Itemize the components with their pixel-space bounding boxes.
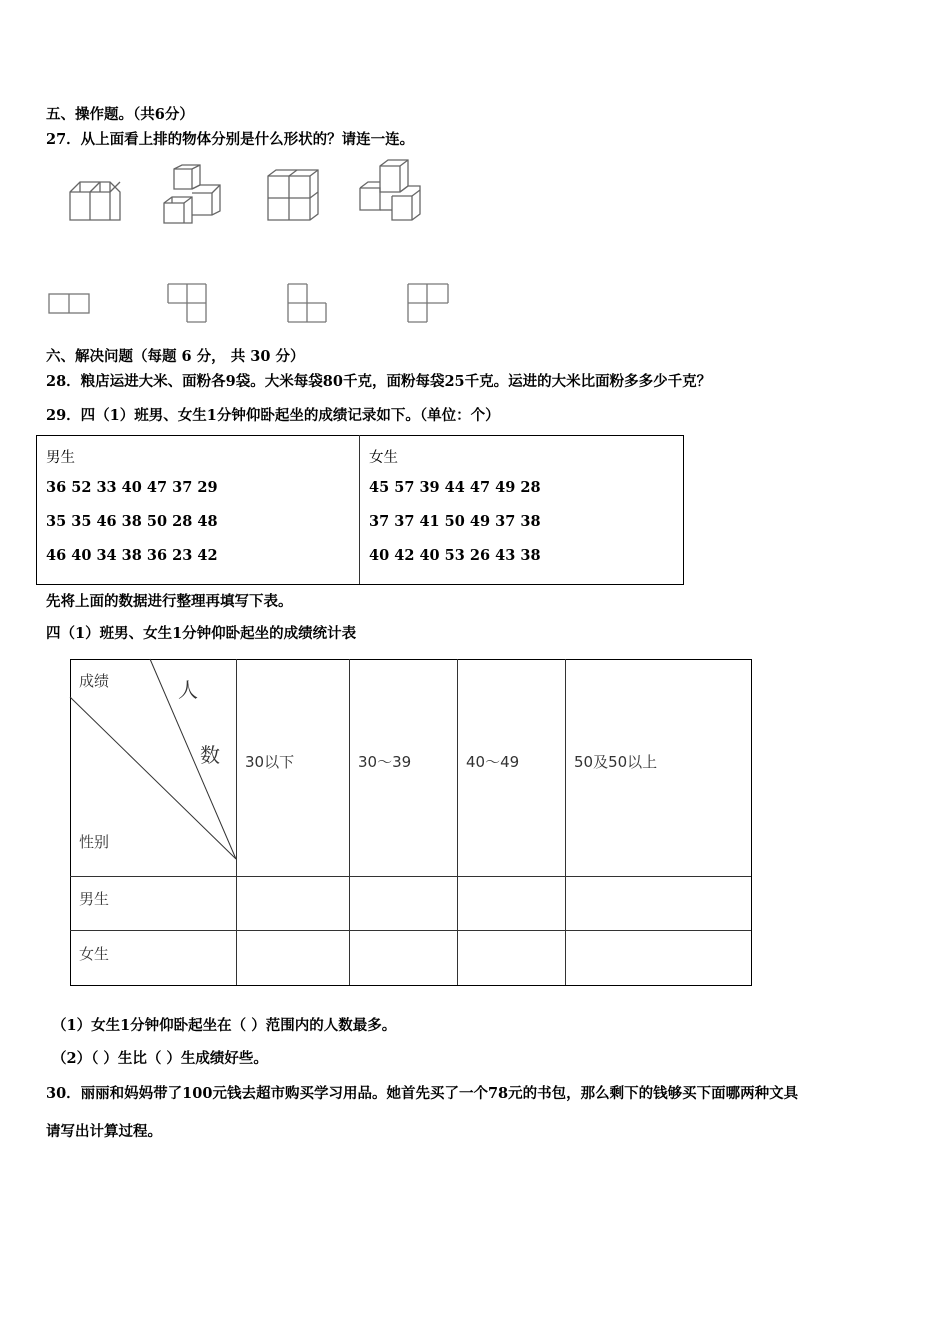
corner-people-1: 人 (178, 678, 198, 702)
boys-row-2: 35 35 46 38 50 28 48 (46, 513, 218, 530)
object-4 (358, 158, 424, 224)
boys-header: 男生 (46, 450, 75, 466)
boys-row-3: 46 40 34 38 36 23 42 (46, 547, 218, 564)
column-header-4: 50及50以上 (574, 753, 658, 771)
girls-row-3: 40 42 40 53 26 43 38 (369, 547, 541, 564)
row-header-boys: 男生 (79, 890, 110, 908)
question-27: 27．从上面看上排的物体分别是什么形状的？请连一连。 (46, 131, 415, 148)
column-header-1: 30以下 (245, 753, 295, 771)
object-2 (162, 165, 226, 227)
question-29-1: （1）女生1分钟仰卧起坐在（ ）范围内的人数最多。 (52, 1017, 397, 1034)
stat-table-title: 四（1）班男、女生1分钟仰卧起坐的成绩统计表 (46, 625, 357, 642)
girls-header: 女生 (369, 450, 398, 466)
corner-score: 成绩 (79, 672, 110, 690)
view-3 (286, 282, 330, 326)
question-30-note: 请写出计算过程。 (46, 1123, 162, 1140)
row-header-girls: 女生 (79, 945, 110, 963)
question-29: 29．四（1）班男、女生1分钟仰卧起坐的成绩记录如下。（单位：个） (46, 407, 500, 424)
object-1 (66, 178, 126, 224)
section-6-title: 六、解决问题（每题 6 分， 共 30 分） (46, 348, 305, 365)
view-1 (48, 292, 92, 316)
girls-row-2: 37 37 41 50 49 37 38 (369, 513, 541, 530)
section-5-title: 五、操作题。（共6分） (46, 106, 194, 123)
girls-row-1: 45 57 39 44 47 49 28 (369, 479, 541, 496)
object-3 (264, 168, 322, 224)
boys-row-1: 36 52 33 40 47 37 29 (46, 479, 218, 496)
corner-people-2: 数 (200, 743, 220, 767)
column-header-3: 40～49 (466, 753, 520, 771)
question-30: 30．丽丽和妈妈带了100元钱去超市购买学习用品。她首先买了一个78元的书包，那么剩下的钱够买下面哪两种文具 (46, 1085, 799, 1102)
instruction: 先将上面的数据进行整理再填写下表。 (46, 593, 293, 610)
view-2 (166, 282, 210, 326)
question-28: 28．粮店运进大米、面粉各9袋。大米每袋80千克，面粉每袋25千克。运进的大米比面粉多多少千克？ (46, 373, 712, 390)
question-29-2: （2）（ ）生比（ ）生成绩好些。 (52, 1050, 268, 1067)
column-header-2: 30～39 (358, 753, 412, 771)
corner-gender: 性别 (79, 833, 110, 851)
view-4 (406, 282, 452, 326)
